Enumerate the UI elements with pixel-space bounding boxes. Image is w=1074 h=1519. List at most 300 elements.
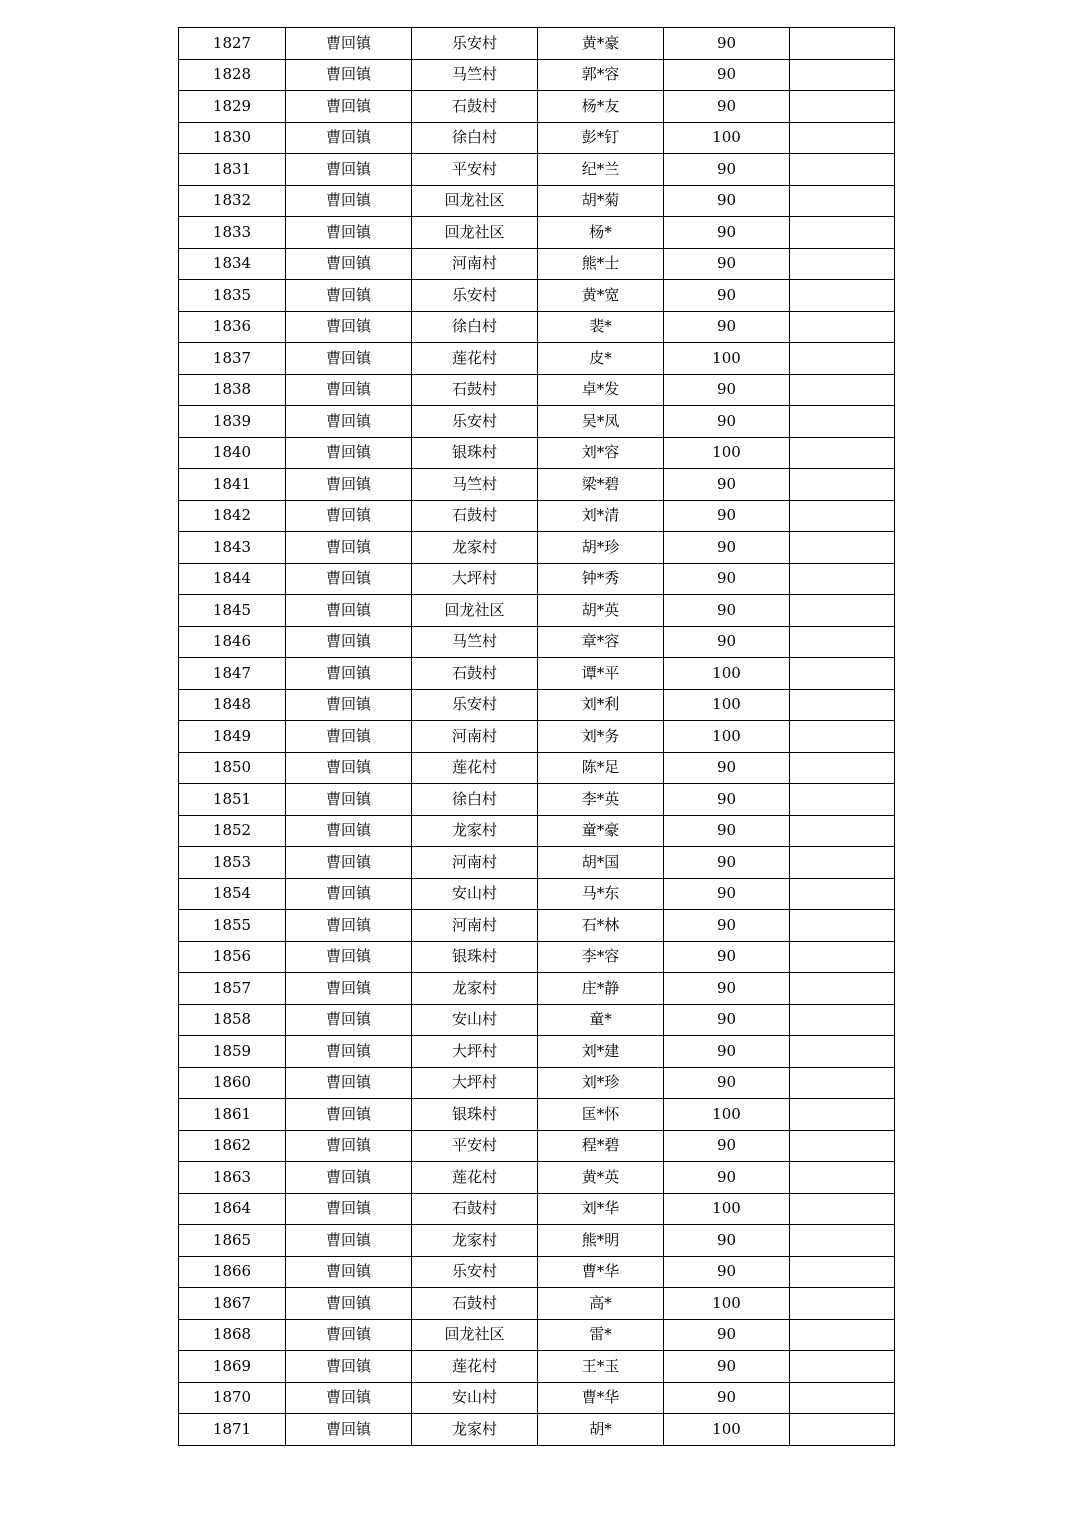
village-cell: 石鼓村 bbox=[412, 91, 538, 123]
amount-cell: 100 bbox=[664, 658, 790, 690]
village-cell: 河南村 bbox=[412, 910, 538, 942]
table-row bbox=[179, 469, 895, 501]
row-number-cell: 1846 bbox=[179, 626, 286, 658]
note-cell bbox=[790, 1351, 895, 1383]
note-cell bbox=[790, 689, 895, 721]
name-cell: 皮* bbox=[538, 343, 664, 375]
row-number-cell: 1856 bbox=[179, 941, 286, 973]
table-row bbox=[179, 154, 895, 186]
amount-cell: 90 bbox=[664, 217, 790, 249]
amount-cell: 90 bbox=[664, 626, 790, 658]
town-cell: 曹回镇 bbox=[286, 752, 412, 784]
note-cell bbox=[790, 248, 895, 280]
town-cell: 曹回镇 bbox=[286, 154, 412, 186]
name-cell: 胡*国 bbox=[538, 847, 664, 879]
amount-cell: 90 bbox=[664, 1162, 790, 1194]
name-cell: 石*林 bbox=[538, 910, 664, 942]
name-cell: 刘*容 bbox=[538, 437, 664, 469]
note-cell bbox=[790, 1414, 895, 1446]
town-cell: 曹回镇 bbox=[286, 28, 412, 60]
table-row bbox=[179, 374, 895, 406]
town-cell: 曹回镇 bbox=[286, 595, 412, 627]
town-cell: 曹回镇 bbox=[286, 973, 412, 1005]
note-cell bbox=[790, 1382, 895, 1414]
data-table bbox=[178, 27, 895, 1446]
note-cell bbox=[790, 91, 895, 123]
row-number-cell: 1830 bbox=[179, 122, 286, 154]
table-row bbox=[179, 406, 895, 438]
amount-cell: 90 bbox=[664, 280, 790, 312]
amount-cell: 90 bbox=[664, 878, 790, 910]
table-row bbox=[179, 689, 895, 721]
town-cell: 曹回镇 bbox=[286, 500, 412, 532]
row-number-cell: 1862 bbox=[179, 1130, 286, 1162]
amount-cell: 100 bbox=[664, 1193, 790, 1225]
name-cell: 梁*碧 bbox=[538, 469, 664, 501]
name-cell: 陈*足 bbox=[538, 752, 664, 784]
village-cell: 徐白村 bbox=[412, 122, 538, 154]
note-cell bbox=[790, 1067, 895, 1099]
amount-cell: 90 bbox=[664, 374, 790, 406]
amount-cell: 90 bbox=[664, 1319, 790, 1351]
row-number-cell: 1851 bbox=[179, 784, 286, 816]
name-cell: 章*容 bbox=[538, 626, 664, 658]
village-cell: 大坪村 bbox=[412, 1036, 538, 1068]
table-row bbox=[179, 1099, 895, 1131]
note-cell bbox=[790, 1130, 895, 1162]
note-cell bbox=[790, 500, 895, 532]
row-number-cell: 1839 bbox=[179, 406, 286, 438]
table-row bbox=[179, 752, 895, 784]
town-cell: 曹回镇 bbox=[286, 91, 412, 123]
town-cell: 曹回镇 bbox=[286, 689, 412, 721]
name-cell: 雷* bbox=[538, 1319, 664, 1351]
name-cell: 胡* bbox=[538, 1414, 664, 1446]
village-cell: 银珠村 bbox=[412, 941, 538, 973]
row-number-cell: 1858 bbox=[179, 1004, 286, 1036]
note-cell bbox=[790, 658, 895, 690]
row-number-cell: 1850 bbox=[179, 752, 286, 784]
town-cell: 曹回镇 bbox=[286, 248, 412, 280]
amount-cell: 90 bbox=[664, 1225, 790, 1257]
row-number-cell: 1827 bbox=[179, 28, 286, 60]
village-cell: 安山村 bbox=[412, 878, 538, 910]
amount-cell: 90 bbox=[664, 910, 790, 942]
town-cell: 曹回镇 bbox=[286, 406, 412, 438]
row-number-cell: 1857 bbox=[179, 973, 286, 1005]
row-number-cell: 1867 bbox=[179, 1288, 286, 1320]
note-cell bbox=[790, 28, 895, 60]
note-cell bbox=[790, 1319, 895, 1351]
amount-cell: 90 bbox=[664, 469, 790, 501]
table-row bbox=[179, 1162, 895, 1194]
note-cell bbox=[790, 941, 895, 973]
note-cell bbox=[790, 1004, 895, 1036]
note-cell bbox=[790, 1193, 895, 1225]
amount-cell: 100 bbox=[664, 689, 790, 721]
table-row bbox=[179, 217, 895, 249]
town-cell: 曹回镇 bbox=[286, 563, 412, 595]
village-cell: 石鼓村 bbox=[412, 1288, 538, 1320]
name-cell: 胡*珍 bbox=[538, 532, 664, 564]
amount-cell: 100 bbox=[664, 721, 790, 753]
table-row bbox=[179, 1414, 895, 1446]
village-cell: 回龙社区 bbox=[412, 217, 538, 249]
town-cell: 曹回镇 bbox=[286, 1193, 412, 1225]
name-cell: 吴*凤 bbox=[538, 406, 664, 438]
name-cell: 郭*容 bbox=[538, 59, 664, 91]
village-cell: 龙家村 bbox=[412, 973, 538, 1005]
table-row bbox=[179, 1225, 895, 1257]
table-row bbox=[179, 1130, 895, 1162]
table-row bbox=[179, 941, 895, 973]
town-cell: 曹回镇 bbox=[286, 1319, 412, 1351]
town-cell: 曹回镇 bbox=[286, 374, 412, 406]
table-row bbox=[179, 1256, 895, 1288]
amount-cell: 100 bbox=[664, 1414, 790, 1446]
note-cell bbox=[790, 973, 895, 1005]
name-cell: 马*东 bbox=[538, 878, 664, 910]
note-cell bbox=[790, 1256, 895, 1288]
village-cell: 龙家村 bbox=[412, 1225, 538, 1257]
village-cell: 平安村 bbox=[412, 1130, 538, 1162]
row-number-cell: 1833 bbox=[179, 217, 286, 249]
note-cell bbox=[790, 752, 895, 784]
note-cell bbox=[790, 154, 895, 186]
table-row bbox=[179, 1067, 895, 1099]
table-row bbox=[179, 721, 895, 753]
row-number-cell: 1848 bbox=[179, 689, 286, 721]
name-cell: 童*豪 bbox=[538, 815, 664, 847]
table-row bbox=[179, 437, 895, 469]
town-cell: 曹回镇 bbox=[286, 1130, 412, 1162]
row-number-cell: 1861 bbox=[179, 1099, 286, 1131]
amount-cell: 90 bbox=[664, 815, 790, 847]
town-cell: 曹回镇 bbox=[286, 910, 412, 942]
town-cell: 曹回镇 bbox=[286, 847, 412, 879]
table-row bbox=[179, 1193, 895, 1225]
table-row bbox=[179, 280, 895, 312]
row-number-cell: 1847 bbox=[179, 658, 286, 690]
name-cell: 匡*怀 bbox=[538, 1099, 664, 1131]
row-number-cell: 1829 bbox=[179, 91, 286, 123]
name-cell: 王*玉 bbox=[538, 1351, 664, 1383]
row-number-cell: 1870 bbox=[179, 1382, 286, 1414]
village-cell: 石鼓村 bbox=[412, 500, 538, 532]
row-number-cell: 1828 bbox=[179, 59, 286, 91]
note-cell bbox=[790, 437, 895, 469]
amount-cell: 90 bbox=[664, 1036, 790, 1068]
note-cell bbox=[790, 878, 895, 910]
row-number-cell: 1849 bbox=[179, 721, 286, 753]
table-row bbox=[179, 563, 895, 595]
village-cell: 大坪村 bbox=[412, 1067, 538, 1099]
table-row bbox=[179, 878, 895, 910]
note-cell bbox=[790, 626, 895, 658]
village-cell: 马竺村 bbox=[412, 626, 538, 658]
note-cell bbox=[790, 122, 895, 154]
row-number-cell: 1868 bbox=[179, 1319, 286, 1351]
table-row bbox=[179, 1382, 895, 1414]
town-cell: 曹回镇 bbox=[286, 784, 412, 816]
note-cell bbox=[790, 406, 895, 438]
table-row bbox=[179, 784, 895, 816]
town-cell: 曹回镇 bbox=[286, 721, 412, 753]
table-row bbox=[179, 1004, 895, 1036]
note-cell bbox=[790, 280, 895, 312]
name-cell: 卓*发 bbox=[538, 374, 664, 406]
table-row bbox=[179, 343, 895, 375]
note-cell bbox=[790, 1288, 895, 1320]
name-cell: 刘*清 bbox=[538, 500, 664, 532]
town-cell: 曹回镇 bbox=[286, 185, 412, 217]
amount-cell: 90 bbox=[664, 563, 790, 595]
row-number-cell: 1838 bbox=[179, 374, 286, 406]
amount-cell: 90 bbox=[664, 1256, 790, 1288]
town-cell: 曹回镇 bbox=[286, 122, 412, 154]
town-cell: 曹回镇 bbox=[286, 1067, 412, 1099]
amount-cell: 100 bbox=[664, 1288, 790, 1320]
village-cell: 马竺村 bbox=[412, 469, 538, 501]
name-cell: 胡*菊 bbox=[538, 185, 664, 217]
row-number-cell: 1854 bbox=[179, 878, 286, 910]
village-cell: 莲花村 bbox=[412, 343, 538, 375]
amount-cell: 90 bbox=[664, 59, 790, 91]
town-cell: 曹回镇 bbox=[286, 59, 412, 91]
village-cell: 河南村 bbox=[412, 248, 538, 280]
village-cell: 莲花村 bbox=[412, 1351, 538, 1383]
table-row bbox=[179, 500, 895, 532]
village-cell: 大坪村 bbox=[412, 563, 538, 595]
name-cell: 刘*务 bbox=[538, 721, 664, 753]
table-row bbox=[179, 532, 895, 564]
table-row bbox=[179, 311, 895, 343]
village-cell: 银珠村 bbox=[412, 1099, 538, 1131]
row-number-cell: 1844 bbox=[179, 563, 286, 595]
name-cell: 童* bbox=[538, 1004, 664, 1036]
amount-cell: 90 bbox=[664, 406, 790, 438]
amount-cell: 90 bbox=[664, 847, 790, 879]
amount-cell: 90 bbox=[664, 752, 790, 784]
note-cell bbox=[790, 563, 895, 595]
town-cell: 曹回镇 bbox=[286, 217, 412, 249]
village-cell: 龙家村 bbox=[412, 532, 538, 564]
name-cell: 杨* bbox=[538, 217, 664, 249]
amount-cell: 90 bbox=[664, 1067, 790, 1099]
village-cell: 回龙社区 bbox=[412, 595, 538, 627]
note-cell bbox=[790, 1162, 895, 1194]
village-cell: 龙家村 bbox=[412, 1414, 538, 1446]
note-cell bbox=[790, 847, 895, 879]
row-number-cell: 1840 bbox=[179, 437, 286, 469]
village-cell: 乐安村 bbox=[412, 689, 538, 721]
name-cell: 熊*明 bbox=[538, 1225, 664, 1257]
town-cell: 曹回镇 bbox=[286, 437, 412, 469]
amount-cell: 90 bbox=[664, 1351, 790, 1383]
town-cell: 曹回镇 bbox=[286, 532, 412, 564]
name-cell: 刘*建 bbox=[538, 1036, 664, 1068]
row-number-cell: 1865 bbox=[179, 1225, 286, 1257]
name-cell: 纪*兰 bbox=[538, 154, 664, 186]
village-cell: 乐安村 bbox=[412, 406, 538, 438]
amount-cell: 90 bbox=[664, 941, 790, 973]
village-cell: 乐安村 bbox=[412, 1256, 538, 1288]
town-cell: 曹回镇 bbox=[286, 878, 412, 910]
town-cell: 曹回镇 bbox=[286, 343, 412, 375]
row-number-cell: 1864 bbox=[179, 1193, 286, 1225]
table-row bbox=[179, 595, 895, 627]
village-cell: 徐白村 bbox=[412, 784, 538, 816]
amount-cell: 100 bbox=[664, 122, 790, 154]
name-cell: 李*容 bbox=[538, 941, 664, 973]
town-cell: 曹回镇 bbox=[286, 1225, 412, 1257]
note-cell bbox=[790, 217, 895, 249]
village-cell: 河南村 bbox=[412, 847, 538, 879]
amount-cell: 90 bbox=[664, 595, 790, 627]
note-cell bbox=[790, 784, 895, 816]
note-cell bbox=[790, 185, 895, 217]
name-cell: 胡*英 bbox=[538, 595, 664, 627]
name-cell: 彭*钉 bbox=[538, 122, 664, 154]
row-number-cell: 1837 bbox=[179, 343, 286, 375]
row-number-cell: 1866 bbox=[179, 1256, 286, 1288]
note-cell bbox=[790, 343, 895, 375]
row-number-cell: 1869 bbox=[179, 1351, 286, 1383]
note-cell bbox=[790, 469, 895, 501]
table-row bbox=[179, 122, 895, 154]
village-cell: 回龙社区 bbox=[412, 185, 538, 217]
name-cell: 程*碧 bbox=[538, 1130, 664, 1162]
amount-cell: 100 bbox=[664, 343, 790, 375]
town-cell: 曹回镇 bbox=[286, 1162, 412, 1194]
row-number-cell: 1859 bbox=[179, 1036, 286, 1068]
name-cell: 黄*宽 bbox=[538, 280, 664, 312]
amount-cell: 90 bbox=[664, 248, 790, 280]
amount-cell: 90 bbox=[664, 532, 790, 564]
village-cell: 马竺村 bbox=[412, 59, 538, 91]
row-number-cell: 1845 bbox=[179, 595, 286, 627]
amount-cell: 100 bbox=[664, 1099, 790, 1131]
town-cell: 曹回镇 bbox=[286, 626, 412, 658]
town-cell: 曹回镇 bbox=[286, 1351, 412, 1383]
row-number-cell: 1863 bbox=[179, 1162, 286, 1194]
name-cell: 李*英 bbox=[538, 784, 664, 816]
amount-cell: 90 bbox=[664, 973, 790, 1005]
name-cell: 曹*华 bbox=[538, 1256, 664, 1288]
town-cell: 曹回镇 bbox=[286, 469, 412, 501]
note-cell bbox=[790, 721, 895, 753]
row-number-cell: 1834 bbox=[179, 248, 286, 280]
row-number-cell: 1842 bbox=[179, 500, 286, 532]
table-row bbox=[179, 658, 895, 690]
amount-cell: 90 bbox=[664, 185, 790, 217]
table-row bbox=[179, 1288, 895, 1320]
amount-cell: 90 bbox=[664, 500, 790, 532]
amount-cell: 90 bbox=[664, 311, 790, 343]
table-row bbox=[179, 973, 895, 1005]
village-cell: 回龙社区 bbox=[412, 1319, 538, 1351]
town-cell: 曹回镇 bbox=[286, 1004, 412, 1036]
note-cell bbox=[790, 1225, 895, 1257]
name-cell: 裴* bbox=[538, 311, 664, 343]
name-cell: 高* bbox=[538, 1288, 664, 1320]
town-cell: 曹回镇 bbox=[286, 658, 412, 690]
note-cell bbox=[790, 1099, 895, 1131]
village-cell: 莲花村 bbox=[412, 752, 538, 784]
row-number-cell: 1831 bbox=[179, 154, 286, 186]
table-row bbox=[179, 815, 895, 847]
town-cell: 曹回镇 bbox=[286, 1288, 412, 1320]
note-cell bbox=[790, 595, 895, 627]
table-row bbox=[179, 91, 895, 123]
table-row bbox=[179, 185, 895, 217]
amount-cell: 90 bbox=[664, 154, 790, 186]
table-row bbox=[179, 1319, 895, 1351]
town-cell: 曹回镇 bbox=[286, 1036, 412, 1068]
village-cell: 安山村 bbox=[412, 1004, 538, 1036]
town-cell: 曹回镇 bbox=[286, 1256, 412, 1288]
row-number-cell: 1843 bbox=[179, 532, 286, 564]
village-cell: 石鼓村 bbox=[412, 374, 538, 406]
name-cell: 熊*士 bbox=[538, 248, 664, 280]
row-number-cell: 1860 bbox=[179, 1067, 286, 1099]
note-cell bbox=[790, 1036, 895, 1068]
name-cell: 谭*平 bbox=[538, 658, 664, 690]
village-cell: 河南村 bbox=[412, 721, 538, 753]
row-number-cell: 1841 bbox=[179, 469, 286, 501]
town-cell: 曹回镇 bbox=[286, 815, 412, 847]
amount-cell: 90 bbox=[664, 28, 790, 60]
village-cell: 石鼓村 bbox=[412, 1193, 538, 1225]
village-cell: 平安村 bbox=[412, 154, 538, 186]
table-body bbox=[179, 28, 895, 1446]
name-cell: 刘*利 bbox=[538, 689, 664, 721]
name-cell: 杨*友 bbox=[538, 91, 664, 123]
note-cell bbox=[790, 532, 895, 564]
amount-cell: 90 bbox=[664, 1004, 790, 1036]
village-cell: 银珠村 bbox=[412, 437, 538, 469]
note-cell bbox=[790, 374, 895, 406]
town-cell: 曹回镇 bbox=[286, 1099, 412, 1131]
row-number-cell: 1832 bbox=[179, 185, 286, 217]
amount-cell: 90 bbox=[664, 784, 790, 816]
village-cell: 莲花村 bbox=[412, 1162, 538, 1194]
name-cell: 曹*华 bbox=[538, 1382, 664, 1414]
amount-cell: 100 bbox=[664, 437, 790, 469]
amount-cell: 90 bbox=[664, 1382, 790, 1414]
row-number-cell: 1835 bbox=[179, 280, 286, 312]
table-row bbox=[179, 910, 895, 942]
village-cell: 徐白村 bbox=[412, 311, 538, 343]
town-cell: 曹回镇 bbox=[286, 280, 412, 312]
row-number-cell: 1836 bbox=[179, 311, 286, 343]
table-row bbox=[179, 1036, 895, 1068]
name-cell: 钟*秀 bbox=[538, 563, 664, 595]
name-cell: 刘*华 bbox=[538, 1193, 664, 1225]
town-cell: 曹回镇 bbox=[286, 1414, 412, 1446]
table-row bbox=[179, 59, 895, 91]
name-cell: 刘*珍 bbox=[538, 1067, 664, 1099]
row-number-cell: 1853 bbox=[179, 847, 286, 879]
name-cell: 庄*静 bbox=[538, 973, 664, 1005]
note-cell bbox=[790, 910, 895, 942]
table-row bbox=[179, 626, 895, 658]
village-cell: 龙家村 bbox=[412, 815, 538, 847]
table-row bbox=[179, 28, 895, 60]
note-cell bbox=[790, 59, 895, 91]
name-cell: 黄*豪 bbox=[538, 28, 664, 60]
table-row bbox=[179, 248, 895, 280]
